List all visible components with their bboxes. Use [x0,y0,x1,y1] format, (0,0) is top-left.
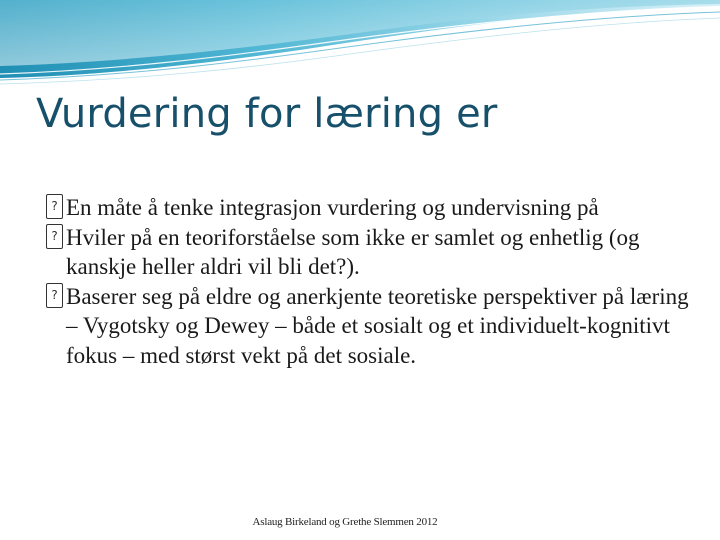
bullet-list [46,193,696,370]
bullet-placeholder-icon: ? [46,224,63,249]
bullet-placeholder-icon: ? [46,283,63,308]
header-wave-decoration [0,0,720,90]
slide-footer: Aslaug Birkeland og Grethe Slemmen 2012 [252,516,438,528]
bullet-item [46,223,696,282]
bullet-item [46,193,696,223]
bullet-text: En måte å tenke integrasjon vurdering og undervisning på [66,195,599,220]
bullet-placeholder-icon: ? [46,194,63,219]
bullet-text: Baserer seg på eldre og anerkjente teoretiske perspektiver på læring – Vygotsky og Dewey – både et sosialt og et individuelt-kognitivt fokus – med størst vekt på det sosiale. [66,283,689,368]
slide-title: Vurdering for læring er [36,91,498,137]
bullet-item [46,282,696,371]
bullet-text: Hviler på en teoriforståelse som ikke er samlet og enhetlig (og kanskje heller aldri vil bli det?). [66,224,640,279]
